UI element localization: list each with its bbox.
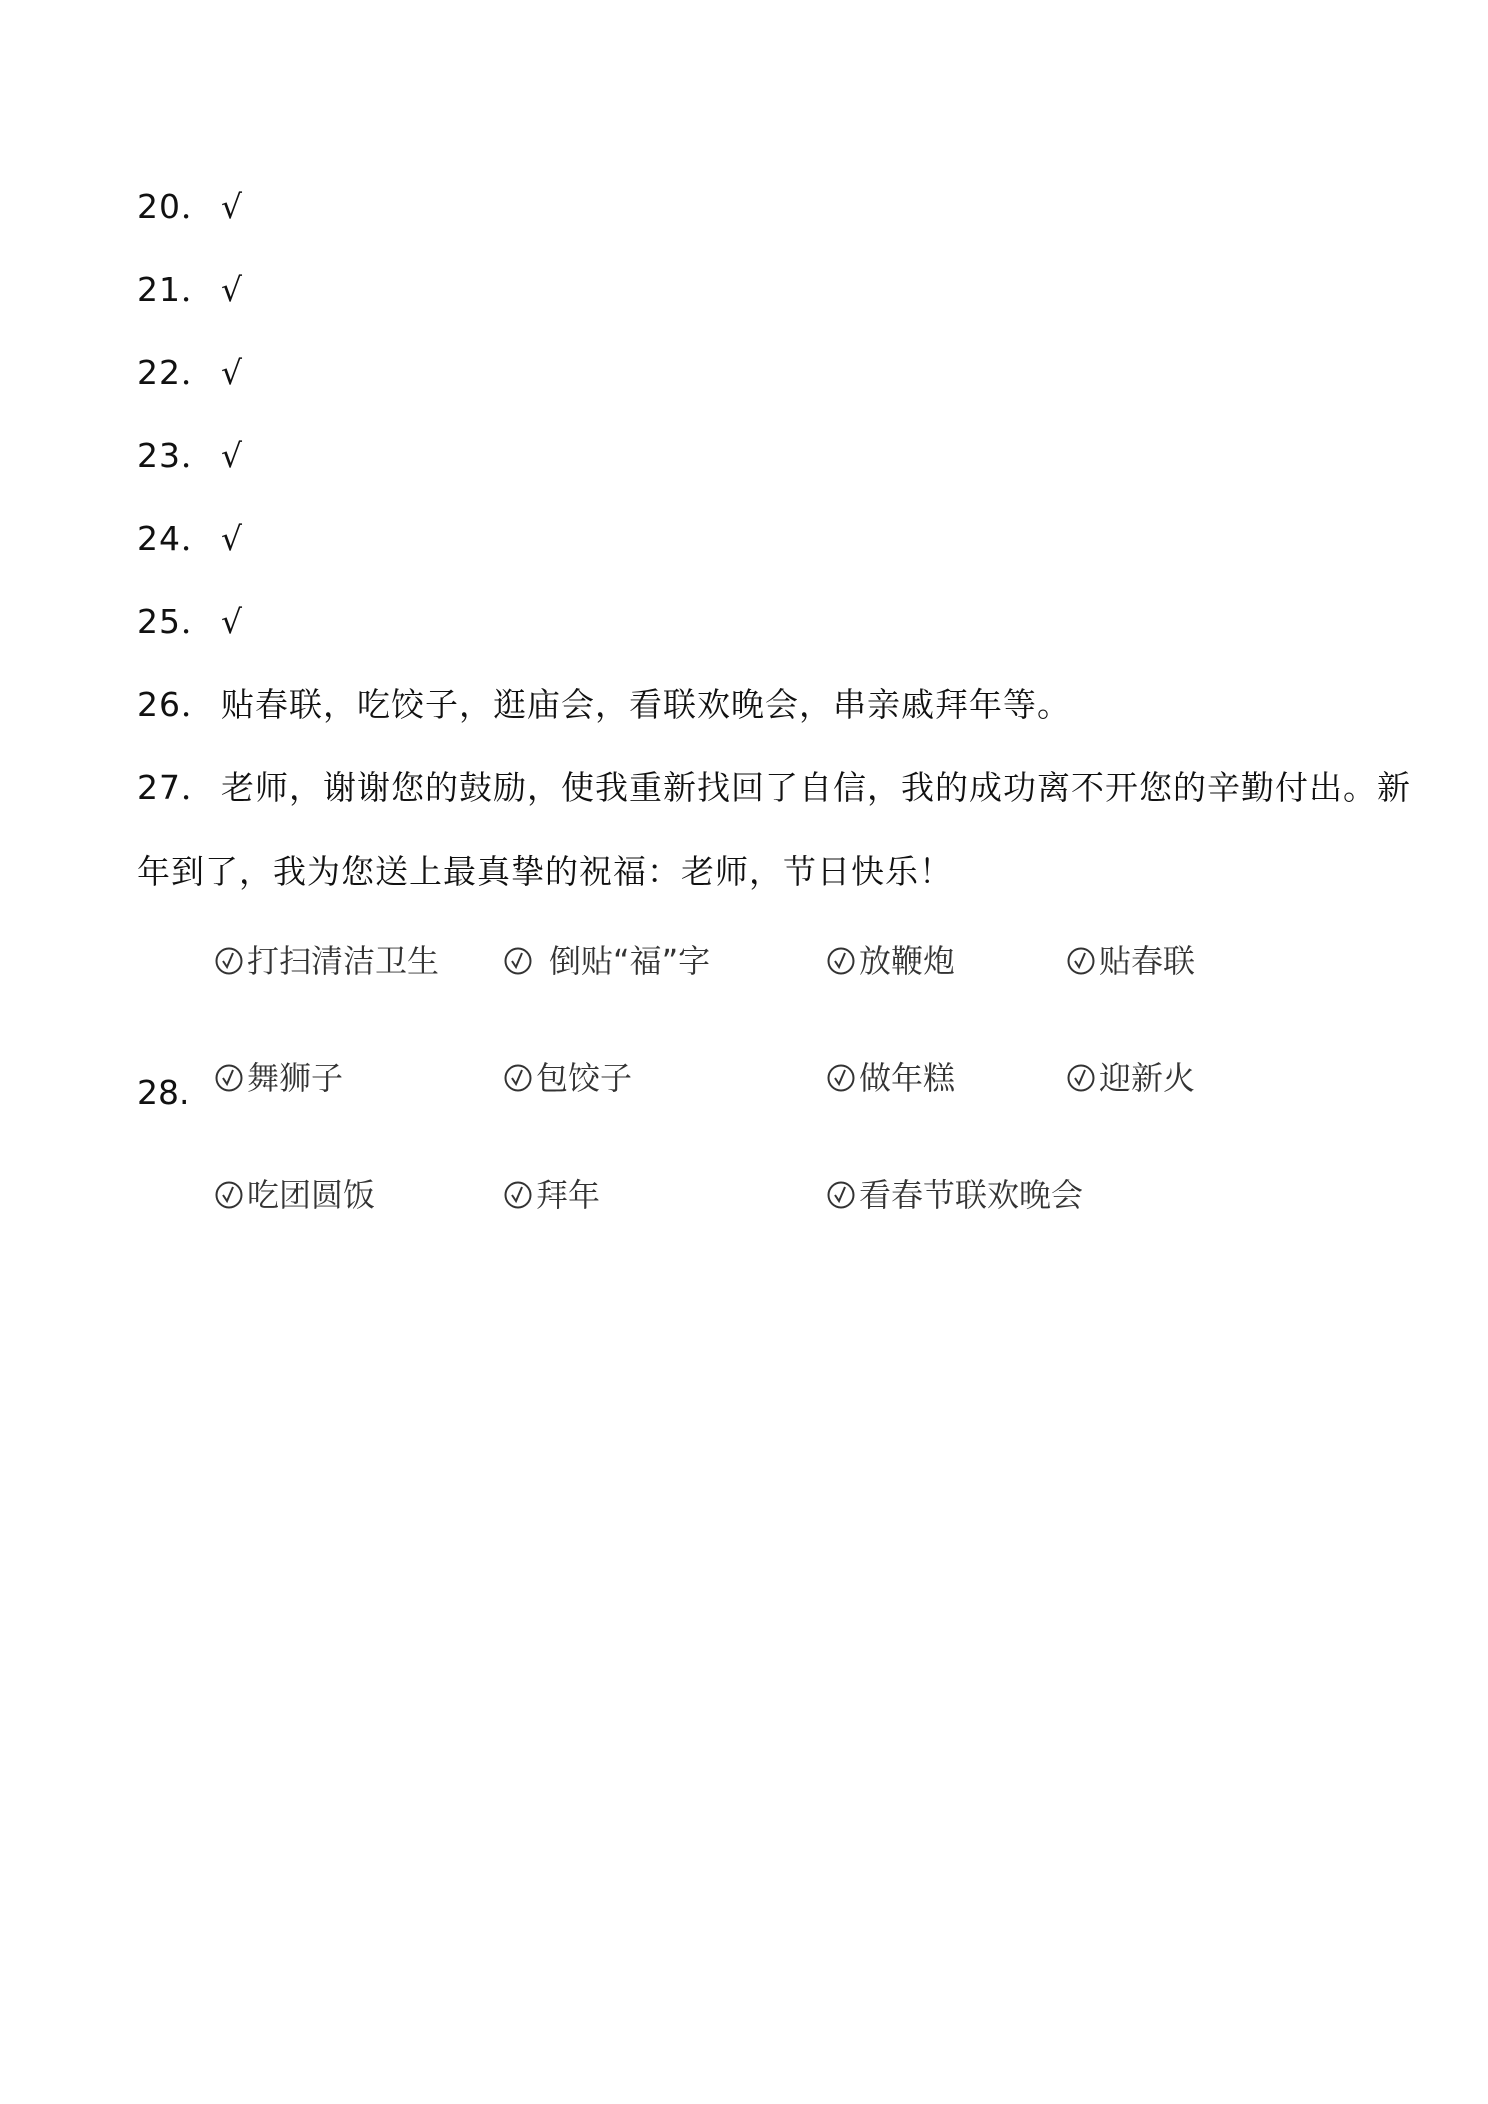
answer-23 [137,436,243,476]
circled-check-icon [214,946,244,976]
circled-check-icon [214,1180,244,1210]
checklist-item-label: 打扫清洁卫生 [247,942,440,980]
checklist-item [826,1058,955,1098]
answer-28-number: 28. [137,1073,190,1112]
checklist-item-label: 迎新火 [1099,1059,1196,1097]
checklist-item [826,941,955,981]
answer-20 [137,187,243,227]
checklist-item [1066,941,1195,981]
answer-number: 25． [137,602,215,641]
answer-25 [137,602,243,642]
answer-mark: √ [221,187,244,226]
answer-26 [137,685,1071,725]
checklist-item-label: 做年糕 [859,1059,956,1097]
answer-mark: √ [221,436,244,475]
checklist-item-label: 倒贴“福”字 [549,942,711,980]
answer-number: 24． [137,519,215,558]
answer-number: 21． [137,270,215,309]
answer-text: 贴春联，吃饺子，逛庙会，看联欢晚会，串亲戚拜年等。 [221,685,1071,724]
answer-number: 27． [137,768,215,807]
answer-mark: √ [221,353,244,392]
checklist-item [503,1058,632,1098]
checklist-item-label: 吃团圆饭 [247,1176,376,1214]
circled-check-icon [503,1180,533,1210]
answer-mark: √ [221,602,244,641]
circled-check-icon [1066,946,1096,976]
checklist-item [214,941,439,981]
answer-21 [137,270,243,310]
checklist-item-label: 拜年 [536,1176,601,1214]
answer-text: 老师，谢谢您的鼓励，使我重新找回了自信，我的成功离不开您的辛勤付出。新 [221,768,1411,807]
circled-check-icon [1066,1063,1096,1093]
answer-27-line-2 [137,852,953,892]
answer-number: 20． [137,187,215,226]
answer-number: 23． [137,436,215,475]
checklist-item-label: 包饺子 [536,1059,633,1097]
checklist-item [214,1175,375,1215]
answer-number: 22． [137,353,215,392]
answer-24 [137,519,243,559]
checklist-item [503,1175,600,1215]
checklist-item-label: 放鞭炮 [859,942,956,980]
checklist-item [503,941,710,981]
checklist-item [1066,1058,1195,1098]
answer-mark: √ [221,519,244,558]
circled-check-icon [826,1180,856,1210]
answer-mark: √ [221,270,244,309]
checklist-item-label: 看春节联欢晚会 [859,1176,1084,1214]
circled-check-icon [826,1063,856,1093]
answer-number: 26． [137,685,215,724]
checklist-item [214,1058,343,1098]
answer-27-line-1 [137,768,1411,808]
circled-check-icon [826,946,856,976]
circled-check-icon [503,946,533,976]
circled-check-icon [214,1063,244,1093]
checklist-item [826,1175,1083,1215]
checklist-item-label: 贴春联 [1099,942,1196,980]
answer-text: 年到了，我为您送上最真挚的祝福：老师，节日快乐！ [137,852,953,891]
circled-check-icon [503,1063,533,1093]
checklist-item-label: 舞狮子 [247,1059,344,1097]
answer-22 [137,353,243,393]
